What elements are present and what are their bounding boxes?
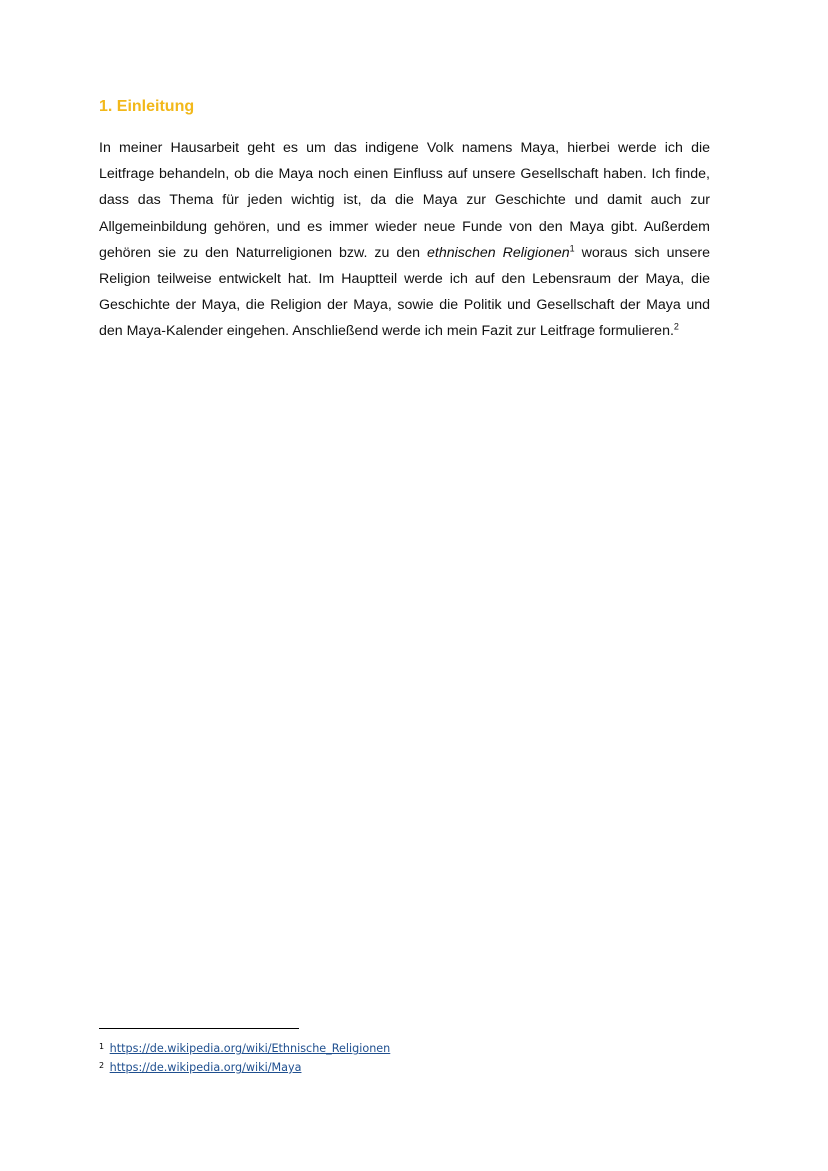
footnote-item xyxy=(99,1038,390,1057)
paragraph-text-part-1: In meiner Hausarbeit geht es um das indigene Volk namens Maya, hierbei werde ich die Leitfrage behandeln, ob die Maya noch einen Einfluss auf unsere Gesellschaft haben. Ich finde, dass das Thema für jeden wichtig ist, da die Maya zur Geschichte und damit auch zur Allgemeinbildung gehören, und es immer wieder neue Funde von den Maya gibt. Außerdem gehören sie zu den Naturreligionen bzw. zu den xyxy=(99,140,710,261)
footnote-separator xyxy=(99,1028,299,1029)
footnote-item xyxy=(99,1057,390,1076)
footnote-number: 1 xyxy=(99,1042,105,1051)
footnote-ref-1[interactable]: 1 xyxy=(569,243,575,254)
footnote-link[interactable]: https://de.wikipedia.org/wiki/Maya xyxy=(109,1061,302,1074)
italic-term: ethnischen Religionen xyxy=(427,244,570,261)
footnote-ref-2[interactable]: 2 xyxy=(673,321,679,332)
paragraph-text-part-2: woraus sich unsere Religion teilweise entwickelt hat. Im Hauptteil werde ich auf den Lebensraum der Maya, die Geschichte der Maya, die Religion der Maya, sowie die Politik und Gesellschaft der Maya und den Maya-Kalender eingehen. Anschließend werde ich mein Fazit zur Leitfrage formulieren. xyxy=(99,244,710,340)
footnote-number: 2 xyxy=(99,1061,105,1070)
section-heading: 1. Einleitung xyxy=(99,98,195,115)
footnote-link[interactable]: https://de.wikipedia.org/wiki/Ethnische_Religionen xyxy=(109,1042,391,1055)
intro-paragraph xyxy=(99,135,710,345)
footnote-list xyxy=(99,1038,390,1076)
